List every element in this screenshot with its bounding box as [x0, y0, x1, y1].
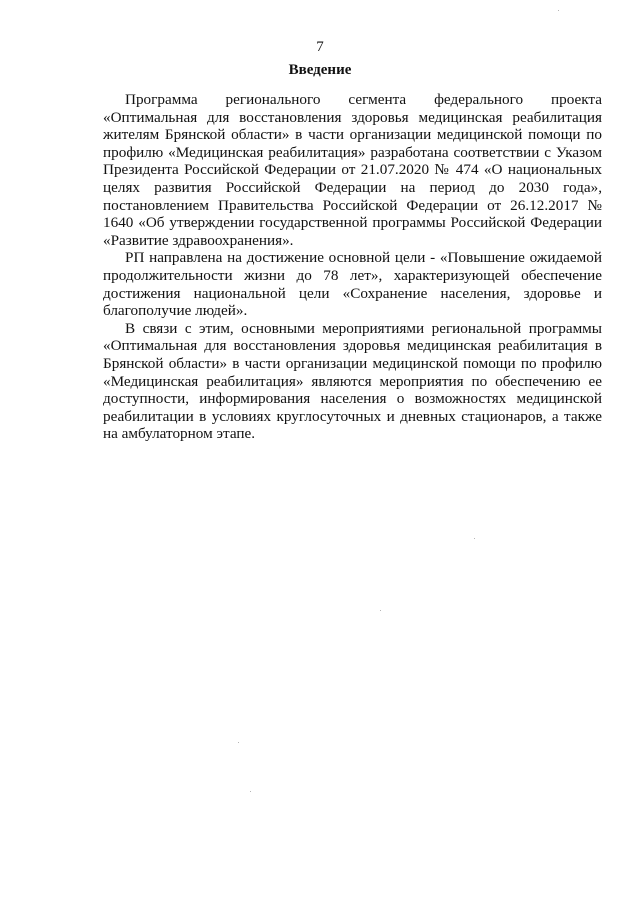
scan-speck	[474, 538, 475, 539]
scan-speck	[238, 742, 239, 743]
paragraph-1: Программа регионального сегмента федерального проекта «Оптимальная для восстановления здоровья медицинская реабилитация жителям Брянской области» в части организации медицинской помощи по профилю «Медицинская реабилитация» разработана соответствии с Указом Президента Российской Федерации от 21.07.2020 № 474 «О национальных целях развития Российской Федерации на период до 2030 года», постановлением Правительства Российской Федерации от 26.12.2017 № 1640 «Об утверждении государственной программы Российской Федерации «Развитие здравоохранения».	[103, 91, 602, 249]
scan-speck	[558, 10, 559, 11]
page-number: 7	[316, 39, 324, 55]
body-text	[103, 91, 602, 443]
section-title: Введение	[288, 62, 352, 78]
scan-speck	[380, 610, 381, 611]
paragraph-2: РП направлена на достижение основной цели - «Повышение ожидаемой продолжительности жизни до 78 лет», характеризующей обеспечение достижения национальной цели «Сохранение населения, здоровье и благополучие людей».	[103, 249, 602, 320]
scan-speck	[250, 791, 251, 792]
paragraph-3: В связи с этим, основными мероприятиями региональной программы «Оптимальная для восстановления здоровья медицинская реабилитация в Брянской области» в части организации медицинской помощи по профилю «Медицинская реабилитация» являются мероприятия по обеспечению ее доступности, информирования населения о возможностях медицинской реабилитации в условиях круглосуточных и дневных стационаров, а также на амбулаторном этапе.	[103, 319, 602, 443]
